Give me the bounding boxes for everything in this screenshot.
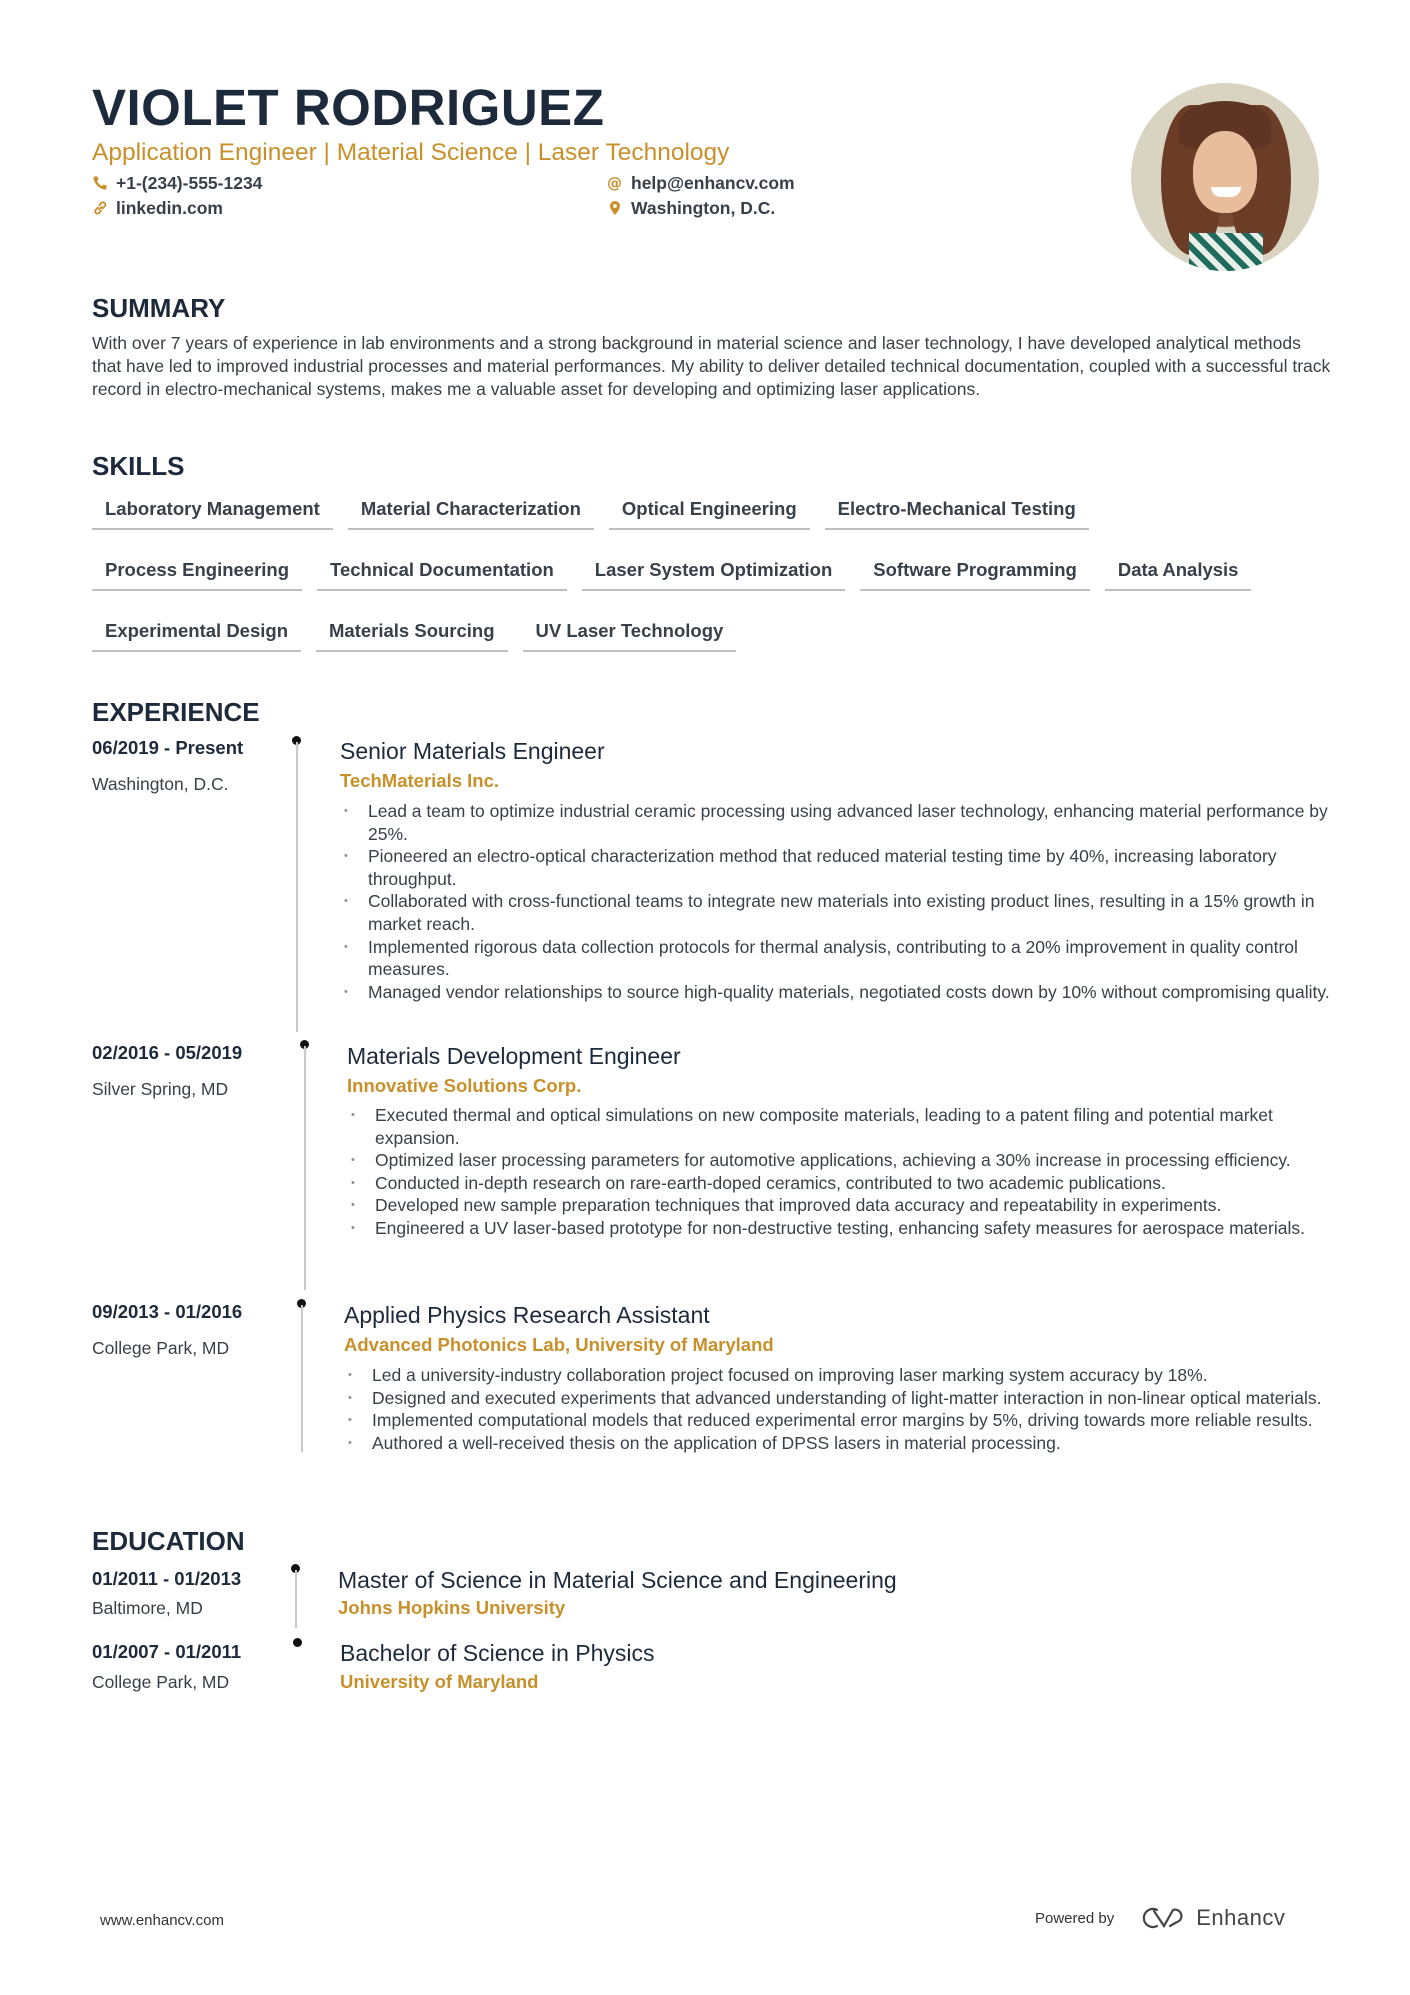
edu-dates: 01/2011 - 01/2013 [92,1568,242,1589]
edu-location: Baltimore, MD [92,1598,203,1618]
contact-location [607,197,775,219]
footer-powered-by [1035,1905,1285,1931]
edu-degree: Master of Science in Material Science and Engineering [338,1567,897,1593]
phone-icon [92,175,108,191]
footer-website[interactable]: www.enhancv.com [100,1912,224,1929]
brand-logo[interactable] [1140,1905,1285,1931]
job-role: Senior Materials Engineer [340,738,605,764]
skill-tag: Technical Documentation [317,551,567,591]
bullet-item: • Collaborated with cross-functional teams to integrate new materials into existing product lines, resulting in a 15% growth in market reach. [340,890,1340,935]
timeline-line [304,1046,306,1290]
job-location: College Park, MD [92,1338,230,1358]
skill-tag: Material Characterization [348,490,594,530]
svg-text:@: @ [607,175,622,191]
candidate-name: VIOLET RODRIGUEZ [92,79,605,136]
bullet-item: • Developed new sample preparation techniques that improved data accuracy and repeatability in experiments. [347,1194,1347,1217]
profile-photo [1131,83,1319,271]
bullet-item: • Optimized laser processing parameters for automotive applications, achieving a 30% increase in processing efficiency. [347,1149,1347,1172]
job-location: Washington, D.C. [92,774,229,794]
link-text[interactable]: linkedin.com [116,198,223,218]
timeline-line [296,742,298,1032]
job-dates: 09/2013 - 01/2016 [92,1301,243,1322]
job-company: Advanced Photonics Lab, University of Maryland [344,1334,774,1355]
enhancv-logo-icon [1140,1905,1186,1931]
experience-heading: EXPERIENCE [92,697,260,727]
timeline-line [295,1570,297,1628]
edu-degree: Bachelor of Science in Physics [340,1640,655,1666]
skill-tag: Laboratory Management [92,490,333,530]
bullet-item: • Executed thermal and optical simulations on new composite materials, leading to a patent filing and potential market expansion. [347,1104,1347,1149]
bullet-item: • Managed vendor relationships to source high-quality materials, negotiated costs down by 10% without compromising quality. [340,981,1340,1004]
job-location: Silver Spring, MD [92,1079,229,1099]
job-bullets [340,800,1340,1003]
timeline-dot [293,1638,302,1647]
contact-link[interactable] [92,197,223,219]
job-dates: 02/2016 - 05/2019 [92,1042,243,1063]
skill-tag: Electro-Mechanical Testing [825,490,1089,530]
contact-email[interactable] [607,172,795,194]
bullet-item: • Pioneered an electro-optical characterization method that reduced material testing time by 40%, increasing laboratory throughput. [340,845,1340,890]
edu-school: University of Maryland [340,1671,539,1692]
job-bullets [344,1364,1344,1454]
skills-heading: SKILLS [92,451,185,481]
location-pin-icon [607,200,623,216]
at-icon [607,175,623,191]
email-text[interactable]: help@enhancv.com [631,173,795,193]
contact-phone [92,172,262,194]
skill-tag: Materials Sourcing [316,612,508,652]
bullet-item: • Conducted in-depth research on rare-earth-doped ceramics, contributed to two academic publications. [347,1172,1347,1195]
skill-tag: Process Engineering [92,551,302,591]
bullet-item: • Implemented computational models that reduced experimental error margins by 5%, driving towards more reliable results. [344,1409,1344,1432]
bullet-item: • Designed and executed experiments that advanced understanding of light-matter interaction in non-linear optical materials. [344,1387,1344,1410]
job-role: Applied Physics Research Assistant [344,1302,710,1328]
job-bullets [347,1104,1347,1240]
summary-heading: SUMMARY [92,293,226,323]
phone-text: +1-(234)-555-1234 [116,173,263,193]
skill-tag: UV Laser Technology [523,612,737,652]
skill-tag: Data Analysis [1105,551,1252,591]
candidate-title: Application Engineer | Material Science | Laser Technology [92,139,730,166]
skill-tag: Optical Engineering [609,490,810,530]
skills-list [92,490,1292,652]
bullet-item: • Engineered a UV laser-based prototype for non-destructive testing, enhancing safety measures for aerospace materials. [347,1217,1347,1240]
education-heading: EDUCATION [92,1526,245,1556]
edu-dates: 01/2007 - 01/2011 [92,1641,242,1662]
job-company: Innovative Solutions Corp. [347,1075,582,1096]
summary-text: With over 7 years of experience in lab environments and a strong background in material science and laser technology, I have developed analytical methods that have led to improved industrial processes and material performances. My ability to deliver detailed technical documentation, coupled with a successful track record in electro-mechanical systems, makes me a valuable asset for developing and optimizing laser applications. [92,333,1331,399]
skill-tag: Software Programming [860,551,1090,591]
powered-by-text: Powered by [1035,1909,1115,1927]
bullet-item: • Lead a team to optimize industrial ceramic processing using advanced laser technology, enhancing material performance by 25%. [340,800,1340,845]
location-text: Washington, D.C. [631,198,776,218]
timeline-line [301,1305,303,1452]
bullet-item: • Authored a well-received thesis on the application of DPSS lasers in material processing. [344,1432,1344,1455]
link-icon [92,200,108,216]
edu-location: College Park, MD [92,1672,230,1692]
job-company: TechMaterials Inc. [340,770,500,791]
skill-tag: Experimental Design [92,612,301,652]
job-role: Materials Development Engineer [347,1043,681,1069]
edu-school: Johns Hopkins University [338,1597,566,1618]
brand-name: Enhancv [1196,1905,1286,1930]
skill-tag: Laser System Optimization [582,551,845,591]
bullet-item: • Led a university-industry collaboration project focused on improving laser marking system accuracy by 18%. [344,1364,1344,1387]
job-dates: 06/2019 - Present [92,737,244,758]
bullet-item: • Implemented rigorous data collection protocols for thermal analysis, contributing to a 20% improvement in quality control measures. [340,936,1340,981]
